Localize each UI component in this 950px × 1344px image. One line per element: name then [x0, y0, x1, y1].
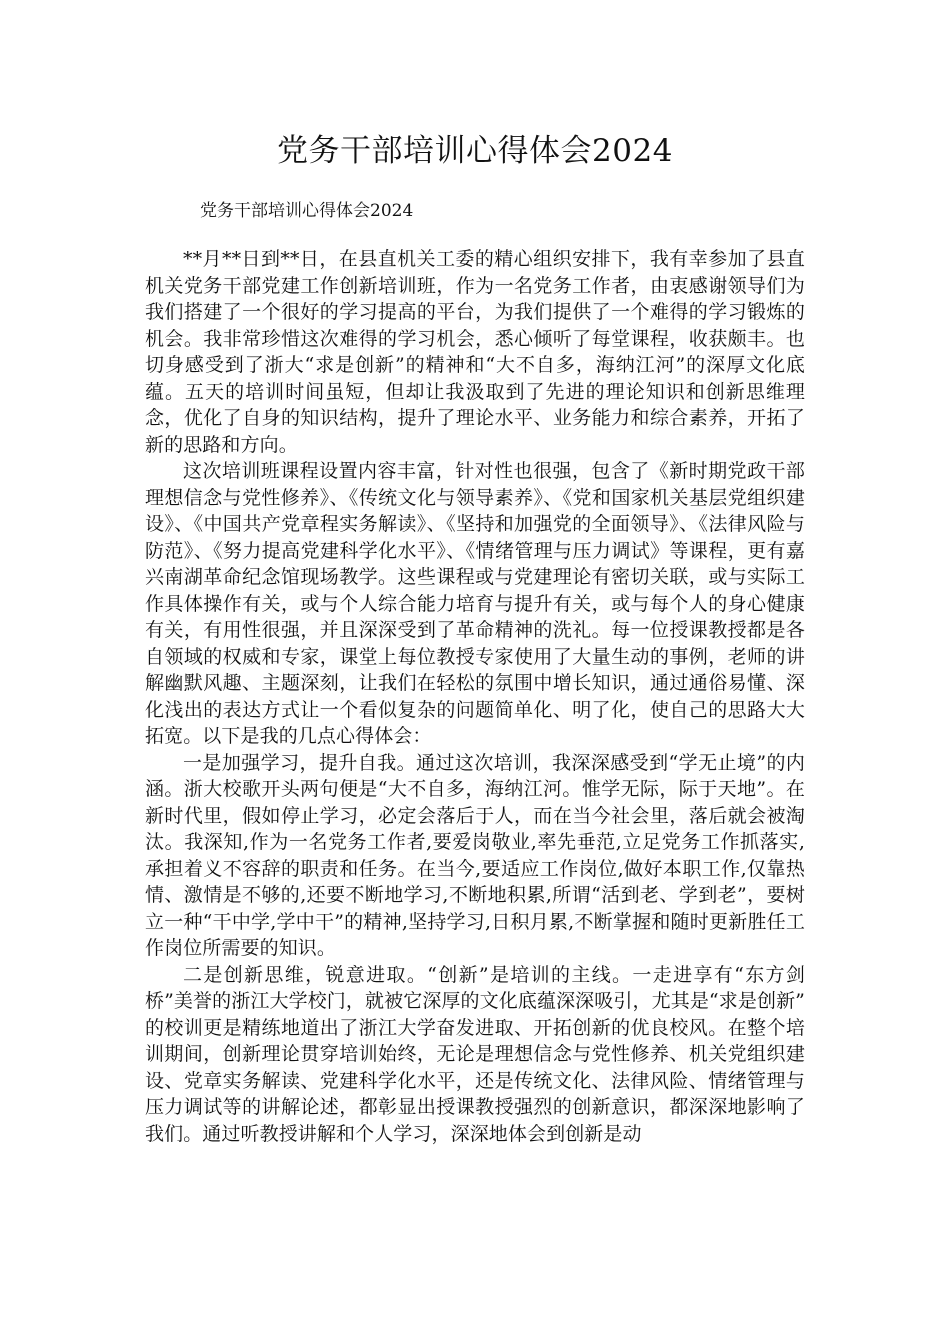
paragraph-courses: 这次培训班课程设置内容丰富，针对性也很强，包含了《新时期党政干部理想信念与党性修养》、《传统文化与领导素养》、《党和国家机关基层党组织建设》、《中国共产党章程实务解读》、《坚持和加强党的全面领导》、《法律风险与防范》、《努力提高党建科学化水平》、《情绪管理与压力调试》等课程，更有嘉兴南湖革命纪念馆现场教学。这些课程或与党建理论有密切关联，或与实际工作具体操作有关，或与个人综合能力培育与提升有关，或与每个人的身心健康有关，有用性很强，并且深深受到了革命精神的洗礼。每一位授课教授都是各自领域的权威和专家，课堂上每位教授专家使用了大量生动的事例，老师的讲解幽默风趣、主题深刻，让我们在轻松的氛围中增长知识，通过通俗易懂、深化浅出的表达方式让一个看似复杂的问题简单化、明了化，使自己的思路大大拓宽。以下是我的几点心得体会： [145, 460, 805, 747]
paragraph-point-two: 二是创新思维，锐意进取。“创新”是培训的主线。一走进享有“东方剑桥”美誉的浙江大学校门，就被它深厚的文化底蕴深深吸引，尤其是“求是创新” 的校训更是精练地道出了浙江大学奋发进取、开拓创新的优良校风。在整个培训期间，创新理论贯穿培训始终，无论是理想信念与党性修养、机关党组织建设、党章实务解读、党建科学化水平，还是传统文化、法律风险、情绪管理与压力调试等的讲解论述，都彰显出授课教授强烈的创新意识，都深深地影响了我们。通过听教授讲解和个人学习，深深地体会到创新是动 [145, 963, 805, 1145]
document-title: 党务干部培训心得体会2024 [277, 133, 673, 169]
document-body [145, 246, 805, 1147]
paragraph-intro: **月**日到**日，在县直机关工委的精心组织安排下，我有幸参加了县直机关党务干部党建工作创新培训班，作为一名党务工作者，由衷感谢领导们为我们搭建了一个很好的学习提高的平台，为我们提供了一个难得的学习锻炼的机会。我非常珍惜这次难得的学习机会，悉心倾听了每堂课程，收获颇丰。也切身感受到了浙大“求是创新”的精神和“大不自多，海纳江河”的深厚文化底蕴。五天的培训时间虽短，但却让我汲取到了先进的理论知识和创新思维理念，优化了自身的知识结构，提升了理论水平、业务能力和综合素养，开拓了新的思路和方向。 [145, 248, 805, 456]
paragraph-point-one: 一是加强学习，提升自我。通过这次培训，我深深感受到“学无止境”的内涵。浙大校歌开头两句便是“大不自多，海纳江河。惟学无际，际于天地”。在新时代里，假如停止学习，必定会落后于人，而在当今社会里，落后就会被淘汰。我深知,作为一名党务工作者,要爱岗敬业,率先垂范,立足党务工作抓落实,承担着义不容辞的职责和任务。在当今,要适应工作岗位,做好本职工作,仅靠热情、激情是不够的,还要不断地学习,不断地积累,所谓“活到老、学到老”，要树立一种“干中学,学中干”的精神,坚持学习,日积月累,不断掌握和随时更新胜任工作岗位所需要的知识。 [145, 751, 805, 959]
document-subtitle: 党务干部培训心得体会2024 [200, 201, 414, 221]
